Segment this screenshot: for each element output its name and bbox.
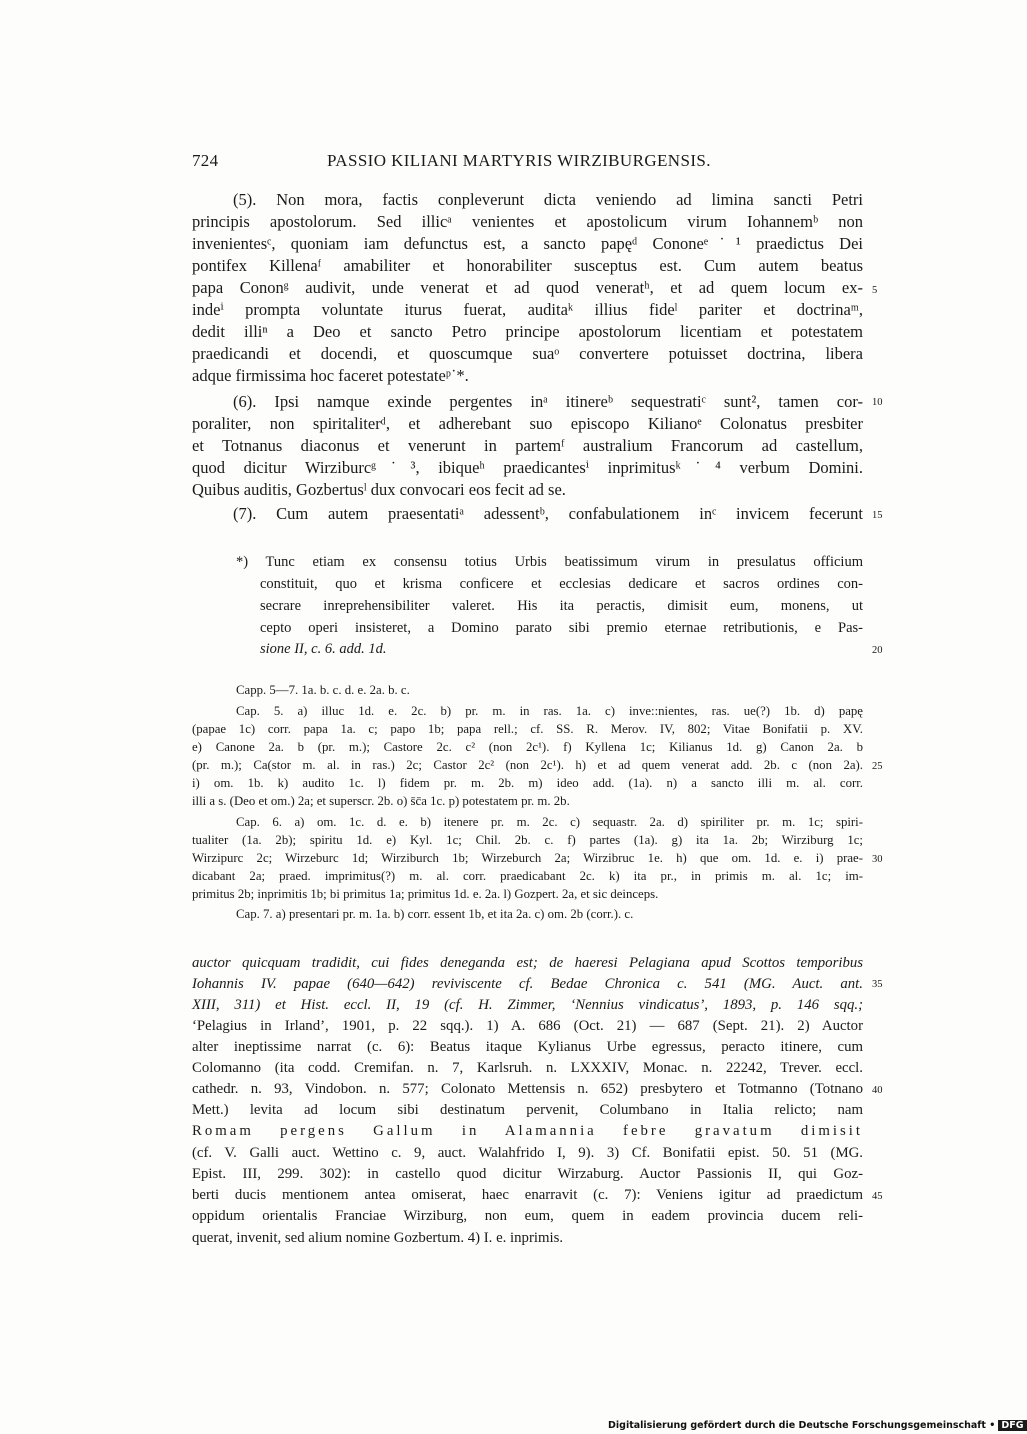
footnote-line: cepto operi insisteret, a Domino parato sibi premio eternae retributionis, e Pas- — [260, 620, 863, 636]
apparatus-line: e) Canone 2a. b (pr. m.); Castore 2c. c² (non 2c¹). f) Kyllena 1c; Kilianus 1d. g) Canon 2a. b — [192, 740, 863, 754]
dfg-logo: DFG — [998, 1420, 1026, 1431]
note-line: Colomanno (ita codd. Cremifan. n. 7, Karlsruh. n. LXXXIV, Monac. n. 22242, Trever. eccl. — [192, 1060, 863, 1076]
text-line: invenientesᶜ, quoniam iam defunctus est, a sancto papęᵈ Cononeᵉ˙¹ praedictus Dei — [192, 234, 863, 253]
text-line: (5). Non mora, factis conpleverunt dicta veniendo ad limina sancti Petri — [233, 190, 863, 209]
text-line: et Totnanus diaconus et venerunt in partemᶠ australium Francorum ad castellum, — [192, 436, 863, 455]
apparatus-line: Cap. 5. a) illuc 1d. e. 2c. b) pr. m. in ras. 1a. c) inve::nientes, ras. ue(?) 1b. d) papę — [236, 704, 863, 718]
note-line: Iohannis IV. papae (640—642) reviviscente cf. Bedae Chronica c. 541 (MG. Auct. ant. — [192, 976, 863, 992]
running-title: PASSIO KILIANI MARTYRIS WIRZIBURGENSIS. — [327, 151, 711, 170]
digitization-footer — [608, 1420, 1027, 1431]
note-line: ‘Pelagius in Irland’, 1901, p. 22 sqq.). 1) A. 686 (Oct. 21) — 687 (Sept. 21). 2) Auctor — [192, 1018, 863, 1034]
text-line: (7). Cum autem praesentatiᵃ adessentᵇ, confabulationem inᶜ invicem fecerunt — [233, 504, 863, 523]
apparatus-line: primitus 2b; inprimitis 1b; bi primitus 1a; primitus 1d. e. 2a. l) Gozpert. 2a, et sic deinceps. — [192, 887, 659, 901]
note-line: cathedr. n. 93, Vindobon. n. 577; Colonato Mettensis n. 652) presbytero et Totmanno (Totnano — [192, 1081, 863, 1097]
note-line: Mett.) levita ad locum sibi destinatum pervenit, Columbano in Italia relicto; nam — [192, 1102, 863, 1118]
footnote-line: *) Tunc etiam ex consensu totius Urbis beatissimum virum in presulatus officium — [236, 554, 863, 570]
note-line: alter ineptissime narrat (c. 6): Beatus itaque Kylianus Urbe egressus, peracto itinere, cum — [192, 1039, 863, 1055]
line-number: 5 — [872, 285, 878, 296]
apparatus-line: i) om. 1b. k) audito 1c. l) fidem pr. m. 2b. m) ideo add. (1a). n) a sancto illi m. al. corr. — [192, 776, 863, 790]
apparatus-line: illi a s. (Deo et om.) 2a; et superscr. 2b. o) s̄c̄a 1c. p) potestatem pr. m. 2b. — [192, 794, 570, 808]
text-line: praedicandi et docendi, et quoscumque suaᵒ convertere potuisset doctrina, libera — [192, 344, 863, 363]
note-line: (cf. V. Galli auct. Wettino c. 9, auct. Walahfrido I, 9). 3) Cf. Bonifatii epist. 50. 51 (MG. — [192, 1145, 863, 1161]
note-line: querat, invenit, sed alium nomine Gozbertum. 4) I. e. inprimis. — [192, 1230, 564, 1246]
apparatus-line: dicabant 2a; praed. imprimitus(?) m. al. corr. praedicabant 2c. k) ita pr., in primis m. al. 1c; im- — [192, 869, 863, 883]
text-line: dedit illiⁿ a Deo et sancto Petro principe apostolorum licentiam et potestatem — [192, 322, 863, 341]
apparatus-line: Capp. 5—7. 1a. b. c. d. e. 2a. b. c. — [236, 683, 410, 697]
text-line: pontifex Killenaᶠ amabiliter et honorabiliter susceptus est. Cum autem beatus — [192, 256, 863, 275]
text-line: indeⁱ prompta voluntate iturus fuerat, auditaᵏ illius fideˡ pariter et doctrinaᵐ, — [192, 300, 863, 319]
text-line: quod dicitur Wirziburcᵍ˙³, ibiqueʰ praedicantesⁱ inprimitusᵏ˙⁴ verbum Domini. — [192, 458, 863, 477]
line-number: 25 — [872, 761, 883, 772]
line-number: 35 — [872, 979, 883, 990]
apparatus-line: (pr. m.); Ca(stor m. al. in ras.) 2c; Castor 2c² (non 2c¹). h) et ad quem venerat add. 2b. c (non 2a). — [192, 758, 863, 772]
apparatus-line: tualiter (1a. 2b); spiritu 1d. e) Kyl. 1c; Chil. 2b. c. f) partes (1a). g) ita 1a. 2b; Wirziburg 1c; — [192, 833, 863, 847]
note-line: oppidum orientalis Franciae Wirziburg, non eum, quem in eadem provincia ducem reli- — [192, 1208, 863, 1224]
footer-text: Digitalisierung gefördert durch die Deutsche Forschungsgemeinschaft • — [608, 1420, 996, 1431]
footnote-line: sione II, c. 6. add. 1d. — [260, 641, 387, 657]
apparatus-line: Cap. 7. a) presentari pr. m. 1a. b) corr. essent 1b, et ita 2a. c) om. 2b (corr.). c. — [236, 907, 634, 921]
footnote-line: constituit, quo et krisma conficere et ecclesias dedicare et sacros ordines con- — [260, 576, 863, 592]
running-header — [192, 151, 862, 175]
text-line: Quibus auditis, Gozbertusˡ dux convocari eos fecit ad se. — [192, 480, 566, 499]
footnote-line: secrare inreprehensibiliter valeret. His ita peractis, dimisit eum, monens, ut — [260, 598, 863, 614]
text-line: (6). Ipsi namque exinde pergentes inᵃ itinereᵇ sequestratiᶜ sunt², tamen cor- — [233, 392, 863, 411]
apparatus-line: Cap. 6. a) om. 1c. d. e. b) itenere pr. m. 2c. c) sequastr. 2a. d) spiriliter pr. m. 1c; spiri- — [236, 815, 863, 829]
note-line: auctor quicquam tradidit, cui fides deneganda est; de haeresi Pelagiana apud Scottos temporibus — [192, 955, 863, 971]
line-number: 15 — [872, 510, 883, 521]
note-line: XIII, 311) et Hist. eccl. II, 19 (cf. H. Zimmer, ‘Nennius vindicatus’, 1893, p. 146 sqq.; — [192, 997, 863, 1013]
text-line: principis apostolorum. Sed illicᵃ venientes et apostolicum virum Iohannemᵇ non — [192, 212, 863, 231]
line-number: 20 — [872, 645, 883, 656]
line-number: 10 — [872, 397, 883, 408]
apparatus-line: (papae 1c) corr. papa 1a. c; papo 1b; papa rell.; cf. SS. R. Merov. IV, 802; Vitae Bonifatii p. XV. — [192, 722, 863, 736]
line-number: 40 — [872, 1085, 883, 1096]
line-number: 30 — [872, 854, 883, 865]
page-number: 724 — [192, 151, 219, 170]
line-number: 45 — [872, 1191, 883, 1202]
note-line: Romam pergens Gallum in Alamannia febre gravatum dimisit — [192, 1123, 863, 1139]
text-line: adque firmissima hoc faceret potestateᵖ˙*. — [192, 366, 469, 385]
text-line: papa Cononᵍ audivit, unde venerat et ad quod veneratʰ, et ad quem locum ex- — [192, 278, 863, 297]
note-line: Epist. III, 299. 302): in castello quod dicitur Wirzaburg. Auctor Passionis II, qui Goz- — [192, 1166, 863, 1182]
note-line: berti ducis mentionem antea omiserat, haec enarravit (c. 7): Veniens igitur ad praedictum — [192, 1187, 863, 1203]
apparatus-line: Wirzipurc 2c; Wirzeburc 1d; Wirziburch 1b; Wirzeburch 2a; Wirzibruc 1e. h) que om. 1d. e. i) prae- — [192, 851, 863, 865]
text-line: poraliter, non spiritaliterᵈ, et adherebant suo episcopo Kilianoᵉ Colonatus presbiter — [192, 414, 863, 433]
